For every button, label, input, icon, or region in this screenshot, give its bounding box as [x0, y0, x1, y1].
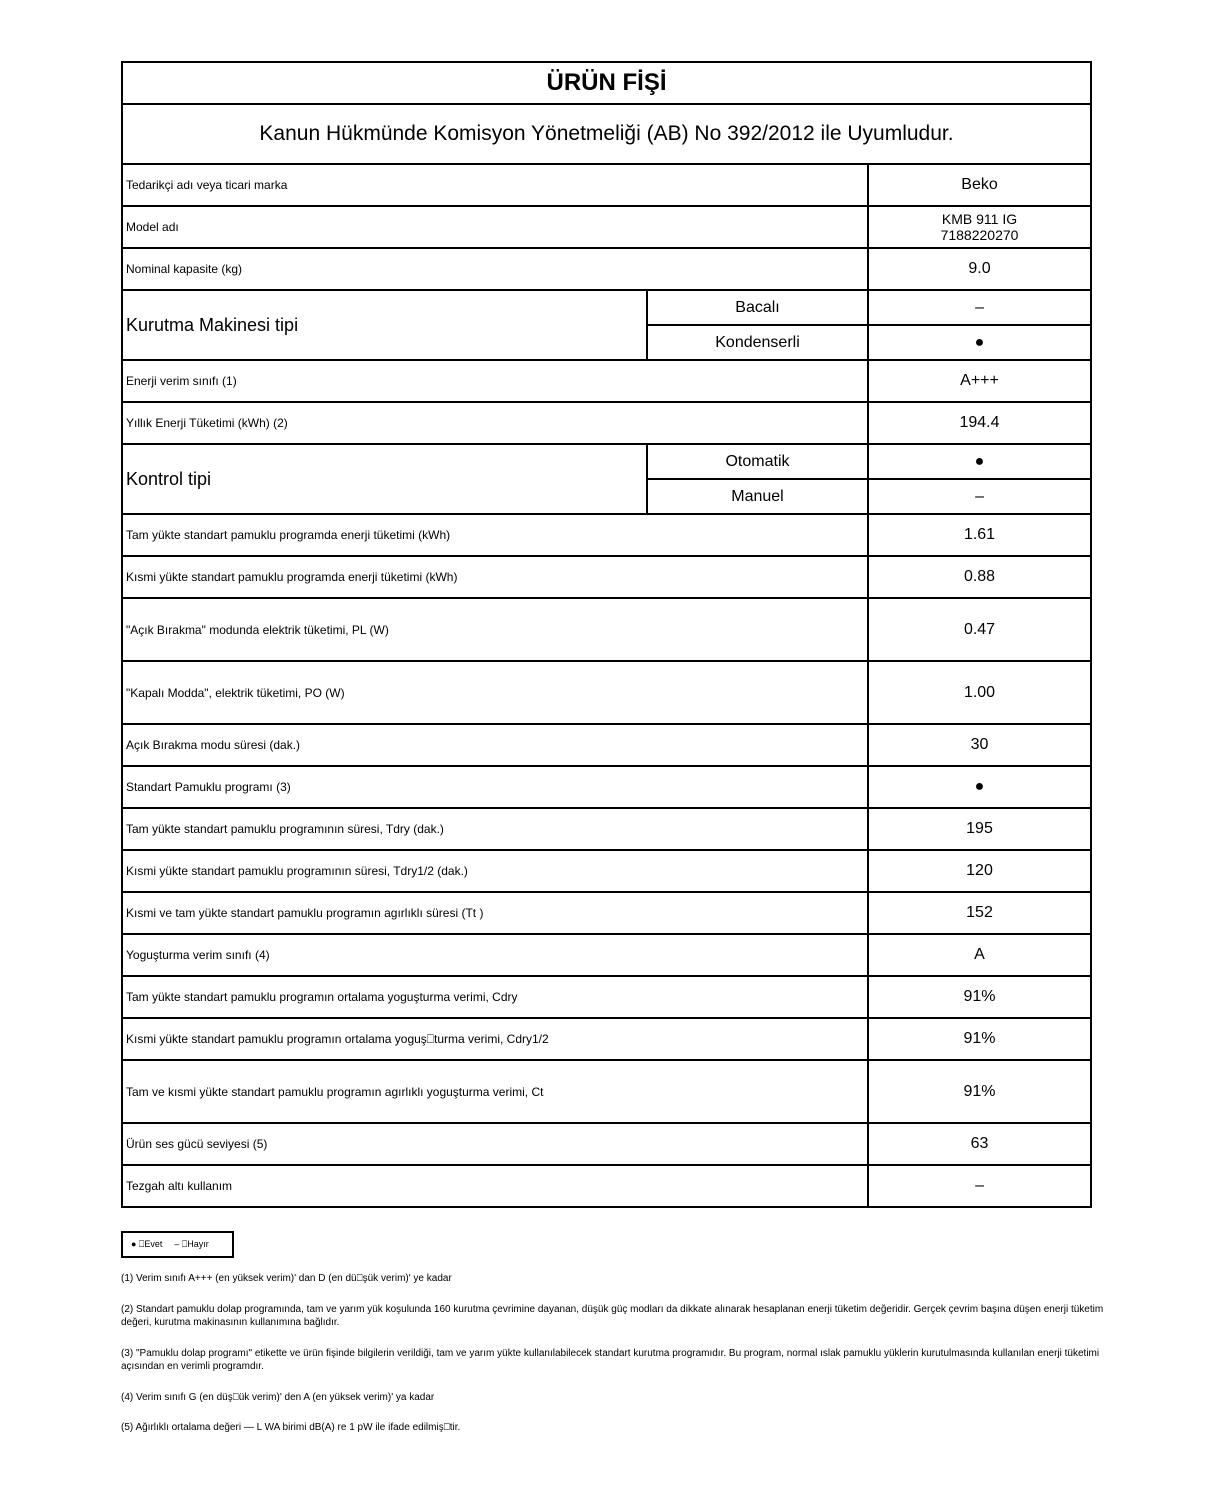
table-row: [122, 808, 1091, 850]
row-label: Kısmi ve tam yükte standart pamuklu programın agırlıklı süresi (Tt ): [122, 892, 868, 934]
product-fiche: [121, 61, 1088, 1208]
table-row: [122, 1165, 1091, 1207]
footnote-2: (2) Standart pamuklu dolap programında, tam ve yarım yük koşulunda 160 kurutma çevrimine dayanan, düşük güç modları da dikkate alınarak hesaplanan enerji tüketim değeridir. Gerçek çevrim başına düşen enerji tüketim değeri, kurutma makinasının kullanımına bağlıdır.: [121, 1304, 1104, 1328]
regulation-subtitle: Kanun Hükmünde Komisyon Yönetmeliği (AB) No 392/2012 ile Uyumludur.: [122, 104, 1091, 164]
table-row: [122, 556, 1091, 598]
row-label: Enerji verim sınıfı (1): [122, 360, 868, 402]
row-value: 1.00: [868, 661, 1091, 724]
row-value: 30: [868, 724, 1091, 766]
footnote-4: (4) Verim sınıfı G (en düş⎕ük verim)' den A (en yüksek verim)' ya kadar: [121, 1392, 435, 1403]
footnote-5: (5) Ağırlıklı ortalama değeri — L WA birimi dB(A) re 1 pW ile ifade edilmiş⎕tir.: [121, 1422, 461, 1433]
model-name: KMB 911 IG: [941, 211, 1018, 227]
subtitle-row: [122, 104, 1091, 164]
row-value: 9.0: [868, 248, 1091, 290]
table-row: [122, 514, 1091, 556]
row-label: Yıllık Enerji Tüketimi (kWh) (2): [122, 402, 868, 444]
table-row: [122, 976, 1091, 1018]
row-value: –: [868, 1165, 1091, 1207]
option-value: –: [868, 290, 1091, 325]
option-label: Bacalı: [647, 290, 868, 325]
model-code: 7188220270: [940, 227, 1019, 243]
row-label: Nominal kapasite (kg): [122, 248, 868, 290]
table-row: [122, 1123, 1091, 1165]
table-row: [122, 444, 1091, 479]
row-label: Açık Bırakma modu süresi (dak.): [122, 724, 868, 766]
table-row: [122, 206, 1091, 248]
option-value: ●: [868, 444, 1091, 479]
fiche-table: [121, 61, 1092, 1208]
row-label: Tam yükte standart pamuklu programda enerji tüketimi (kWh): [122, 514, 868, 556]
option-label: Manuel: [647, 479, 868, 514]
option-value: –: [868, 479, 1091, 514]
legend-no: – ⎕Hayır: [174, 1239, 209, 1249]
table-row: [122, 360, 1091, 402]
row-value: 152: [868, 892, 1091, 934]
table-row: [122, 766, 1091, 808]
option-label: Kondenserli: [647, 325, 868, 360]
row-label: Kısmi yükte standart pamuklu programın ortalama yoguş⎕turma verimi, Cdry1/2: [122, 1018, 868, 1060]
table-row: [122, 1018, 1091, 1060]
row-label: Tam ve kısmi yükte standart pamuklu programın agırlıklı yoguşturma verimi, Ct: [122, 1060, 868, 1123]
table-row: [122, 892, 1091, 934]
row-label: Kurutma Makinesi tipi: [122, 290, 647, 360]
row-value: A+++: [868, 360, 1091, 402]
row-value: 1.61: [868, 514, 1091, 556]
row-value: 120: [868, 850, 1091, 892]
title-row: [122, 62, 1091, 104]
table-row: [122, 724, 1091, 766]
footnote-3: (3) "Pamuklu dolap programı" etikette ve ürün fişinde bilgilerin verildiği, tam ve yarım yükte kullanılabilecek standart kurutma programıdır. Bu program, normal ıslak pamuklu yüklerin kurutulmasında kullanılan enerji tüketimi açısından en verimli programdır.: [121, 1348, 1100, 1372]
row-label: Ürün ses gücü seviyesi (5): [122, 1123, 868, 1165]
row-value: Beko: [868, 164, 1091, 206]
row-label: Tedarikçi adı veya ticari marka: [122, 164, 868, 206]
table-row: [122, 164, 1091, 206]
legend-yes: ● ⎕Evet: [131, 1239, 163, 1249]
table-row: [122, 402, 1091, 444]
row-label: Kontrol tipi: [122, 444, 647, 514]
row-value: 0.88: [868, 556, 1091, 598]
footnote-1: (1) Verim sınıfı A+++ (en yüksek verim)' dan D (en dü⎕şük verim)' ye kadar: [121, 1273, 452, 1284]
row-label: Tam yükte standart pamuklu programın ortalama yoguşturma verimi, Cdry: [122, 976, 868, 1018]
row-label: Model adı: [122, 206, 868, 248]
table-row: [122, 934, 1091, 976]
row-value: 195: [868, 808, 1091, 850]
row-value: 91%: [868, 1060, 1091, 1123]
row-label: Kısmi yükte standart pamuklu programının süresi, Tdry1/2 (dak.): [122, 850, 868, 892]
row-label: Kısmi yükte standart pamuklu programda enerji tüketimi (kWh): [122, 556, 868, 598]
option-value: ●: [868, 325, 1091, 360]
row-label: "Açık Bırakma" modunda elektrik tüketimi, PL (W): [122, 598, 868, 661]
row-value: 0.47: [868, 598, 1091, 661]
table-row: [122, 850, 1091, 892]
row-value: 91%: [868, 976, 1091, 1018]
table-row: [122, 248, 1091, 290]
row-label: "Kapalı Modda", elektrik tüketimi, PO (W): [122, 661, 868, 724]
symbol-legend: [121, 1231, 234, 1258]
table-row: [122, 661, 1091, 724]
model-value: [868, 206, 1091, 248]
table-row: [122, 1060, 1091, 1123]
row-value: 194.4: [868, 402, 1091, 444]
table-row: [122, 290, 1091, 325]
row-label: Yoguşturma verim sınıfı (4): [122, 934, 868, 976]
table-row: [122, 598, 1091, 661]
row-value: 91%: [868, 1018, 1091, 1060]
row-label: Standart Pamuklu programı (3): [122, 766, 868, 808]
footnotes: [121, 1272, 1111, 1434]
row-label: Tezgah altı kullanım: [122, 1165, 868, 1207]
row-value: 63: [868, 1123, 1091, 1165]
page-title: ÜRÜN FİŞİ: [122, 62, 1091, 104]
row-value: A: [868, 934, 1091, 976]
row-label: Tam yükte standart pamuklu programının süresi, Tdry (dak.): [122, 808, 868, 850]
option-label: Otomatik: [647, 444, 868, 479]
row-value: ●: [868, 766, 1091, 808]
